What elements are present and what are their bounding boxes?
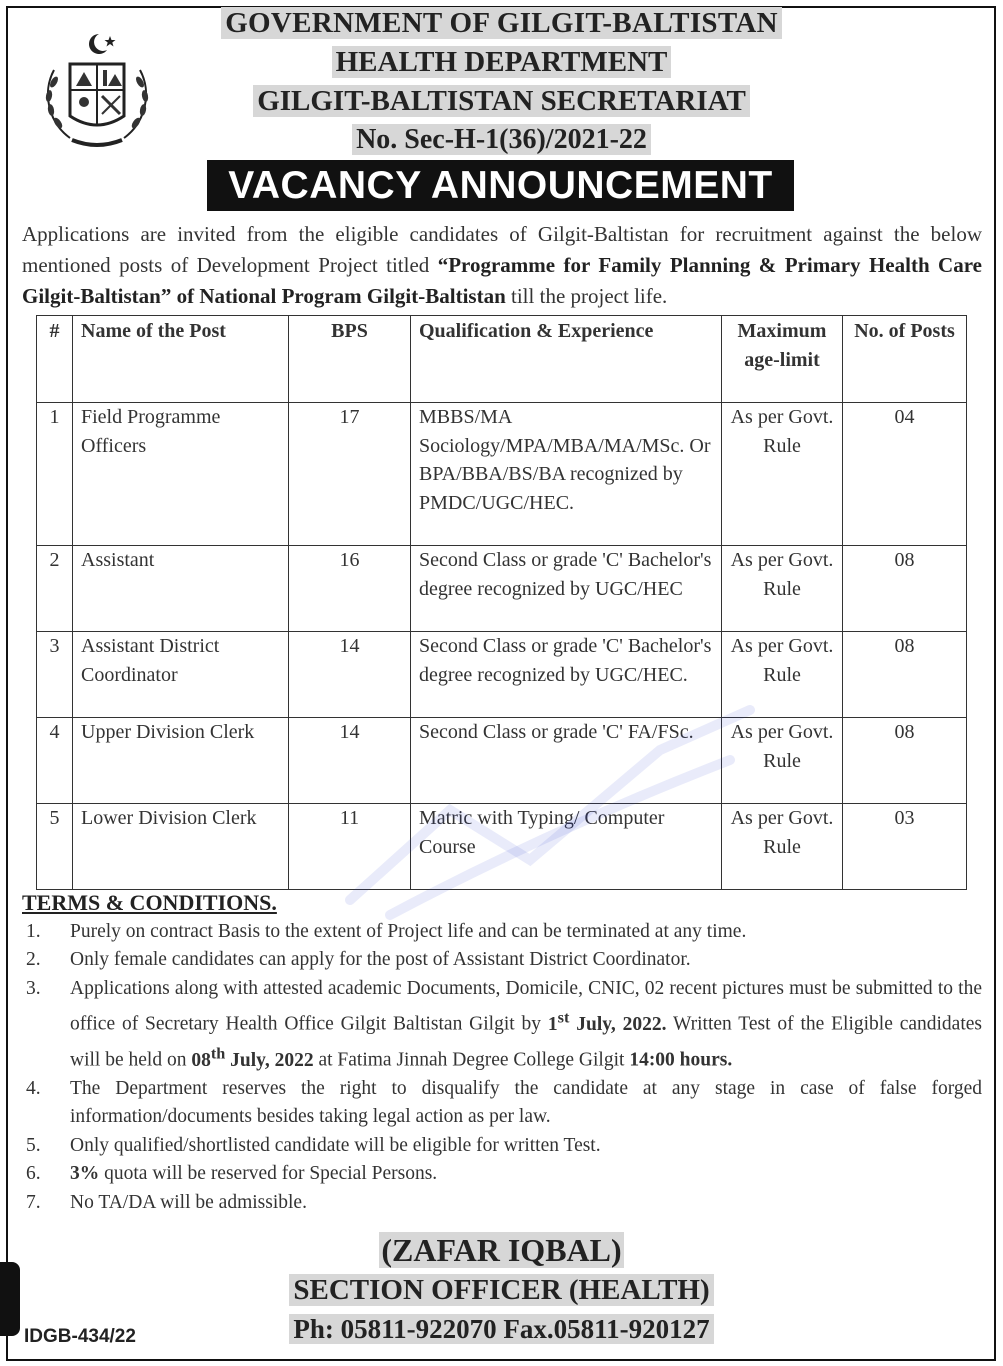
cell-bps: 14 <box>289 632 411 718</box>
cell-bps: 16 <box>289 546 411 632</box>
cell-posts: 04 <box>843 403 967 546</box>
cell-number: 5 <box>37 804 73 890</box>
cell-qualification: Second Class or grade 'C' FA/FSc. <box>411 718 722 804</box>
col-header-bps: BPS <box>289 316 411 403</box>
table-header-row <box>37 316 967 403</box>
header-secretariat: GILGIT-BALTISTAN SECRETARIAT <box>0 85 1003 118</box>
list-item: 6. 3% quota will be reserved for Special Persons. <box>26 1163 438 1185</box>
project-title: “Programme for Family Planning & Primary Health Care Gilgit-Baltistan” of National Program Gilgit-Baltistan <box>22 253 982 308</box>
cell-post: Assistant <box>73 546 289 632</box>
cell-qualification: Matric with Typing/ Computer Course <box>411 804 722 890</box>
terms-list <box>22 918 982 1217</box>
header-government: GOVERNMENT OF GILGIT-BALTISTAN <box>0 7 1003 40</box>
list-item: 1. Purely on contract Basis to the extent of Project life and can be terminated at any time. <box>26 921 747 942</box>
col-header-post: Name of the Post <box>73 316 289 403</box>
cell-qualification: MBBS/MA Sociology/MPA/MBA/MA/MSc. Or BPA/BBA/BS/BA recognized by PMDC/UGC/HEC. <box>411 403 722 546</box>
cell-age: As per Govt. Rule <box>722 403 843 546</box>
signatory-designation: SECTION OFFICER (HEALTH) <box>0 1274 1003 1307</box>
cell-posts: 03 <box>843 804 967 890</box>
col-header-age: Maximum age-limit <box>722 316 843 403</box>
cell-number: 1 <box>37 403 73 546</box>
header-department: HEALTH DEPARTMENT <box>0 46 1003 79</box>
cell-number: 2 <box>37 546 73 632</box>
table-row <box>37 403 967 546</box>
list-item: 3. Applications along with attested academic Documents, Domicile, CNIC, 02 recent pictures must be submitted to the office of Secretary Health Office Gilgit Baltistan Gilgit by 1st July, 2022. Written Test of the Eligible candidates will be held on 08th July, 2022 at Fatima Jinnah Degree College Gilgit 14:00 hours. <box>26 977 982 1071</box>
signatory-name: (ZAFAR IQBAL) <box>381 1232 622 1268</box>
col-header-qualification: Qualification & Experience <box>411 316 722 403</box>
contact-numbers: Ph: 05811-922070 Fax.05811-920127 <box>0 1314 1003 1345</box>
cell-age: As per Govt. Rule <box>722 632 843 718</box>
vacancy-title-banner: VACANCY ANNOUNCEMENT <box>207 160 794 211</box>
intro-paragraph: Applications are invited from the eligible candidates of Gilgit-Baltistan for recruitment against the below mentioned posts of Development Project titled “Programme for Family Planning & Primary Health Care Gilgit-Baltistan” of National Program Gilgit-Baltistan till the project life. <box>22 222 982 308</box>
cell-age: As per Govt. Rule <box>722 804 843 890</box>
list-item: 2. Only female candidates can apply for the post of Assistant District Coordinator. <box>26 949 691 971</box>
cell-post: Upper Division Clerk <box>73 718 289 804</box>
cell-posts: 08 <box>843 718 967 804</box>
cell-bps: 17 <box>289 403 411 546</box>
cell-qualification: Second Class or grade 'C' Bachelor's degree recognized by UGC/HEC <box>411 546 722 632</box>
cell-qualification: Second Class or grade 'C' Bachelor's degree recognized by UGC/HEC. <box>411 632 722 718</box>
list-item: 5. Only qualified/shortlisted candidate will be eligible for written Test. <box>26 1134 601 1156</box>
cell-posts: 08 <box>843 546 967 632</box>
cell-post: Assistant District Coordinator <box>73 632 289 718</box>
watermark-icon <box>330 690 770 920</box>
col-header-posts: No. of Posts <box>843 316 967 403</box>
list-item: 7. No TA/DA will be admissible. <box>26 1191 307 1213</box>
scrollbar-handle[interactable] <box>0 1262 20 1336</box>
cell-number: 4 <box>37 718 73 804</box>
cell-post: Field Programme Officers <box>73 403 289 546</box>
cell-age: As per Govt. Rule <box>722 718 843 804</box>
list-item: 4. The Department reserves the right to disqualify the candidate at any stage in case of false forged information/documents besides taking legal action as per law. <box>26 1078 982 1128</box>
terms-title: TERMS & CONDITIONS. <box>22 890 277 915</box>
cell-bps: 14 <box>289 718 411 804</box>
cell-post: Lower Division Clerk <box>73 804 289 890</box>
cell-age: As per Govt. Rule <box>722 546 843 632</box>
cell-bps: 11 <box>289 804 411 890</box>
col-header-number: # <box>37 316 73 403</box>
ad-reference-code: IDGB-434/22 <box>24 1326 136 1347</box>
table-row <box>37 546 967 632</box>
header-ref-number: No. Sec-H-1(36)/2021-22 <box>0 124 1003 156</box>
cell-number: 3 <box>37 632 73 718</box>
cell-posts: 08 <box>843 632 967 718</box>
